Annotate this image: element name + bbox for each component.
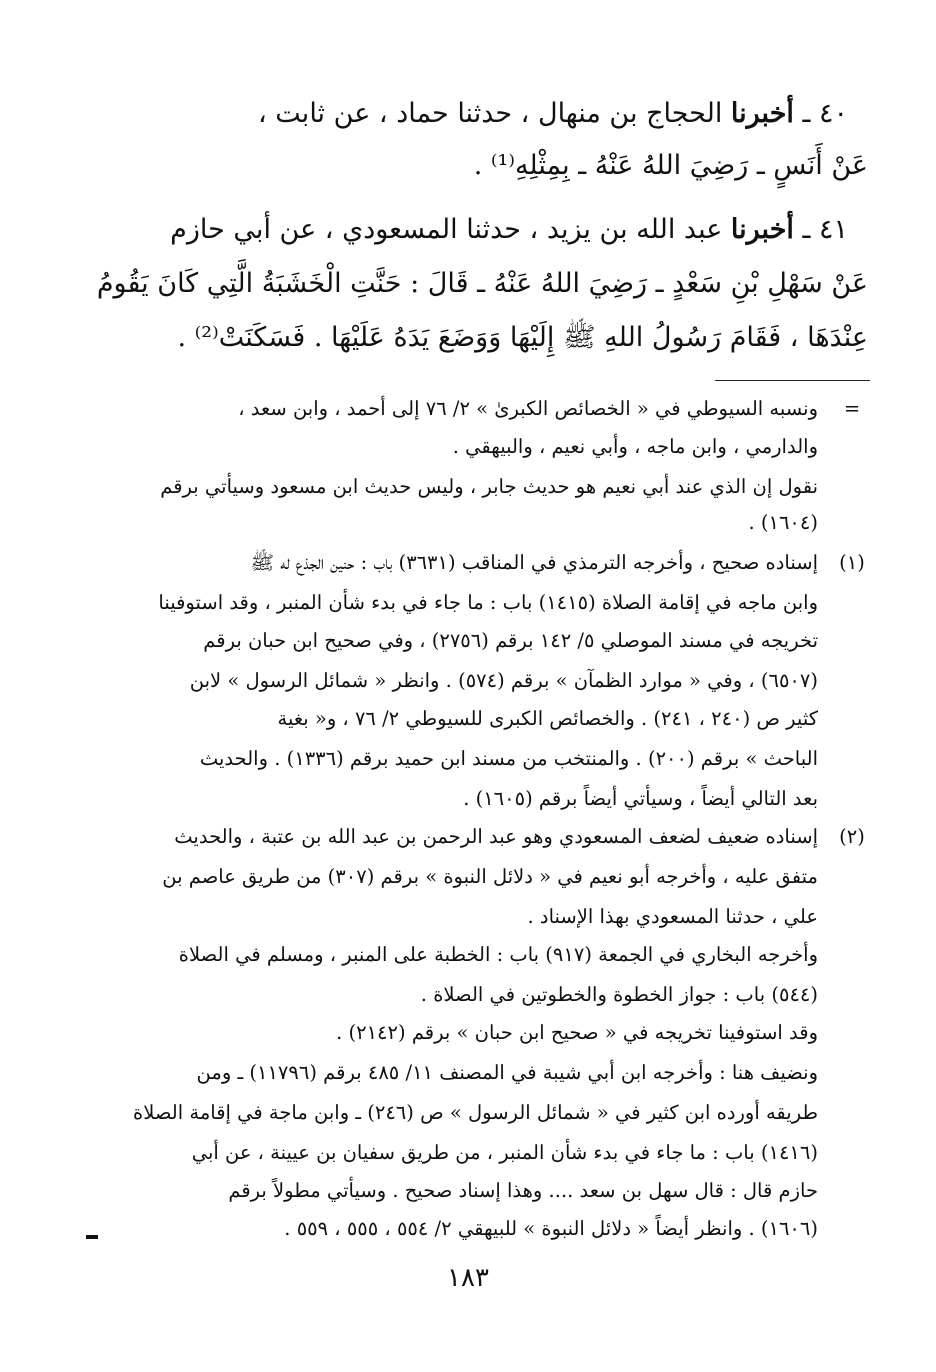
footnote-1-line: الباحث » برقم (٢٠٠) . والمنتخب من مسند ابن حميد برقم (١٣٣٦) . والحديث bbox=[199, 747, 818, 770]
footnote-continued-line: (١٦٠٤) . bbox=[748, 511, 818, 534]
footnote-2-line: متفق عليه ، وأخرجه أبو نعيم في « دلائل النبوة » برقم (٣٠٧) من طريق عاصم بن bbox=[162, 865, 818, 888]
footnote-1-line: وابن ماجه في إقامة الصلاة (١٤١٥) باب : ما جاء في بدء شأن المنبر ، وقد استوفينا bbox=[158, 591, 818, 614]
hadith-41-line-2: عَنْ سَهْلِ بْنِ سَعْدٍ ـ رَضِيَ اللهُ عَنْهُ ـ قَالَ : حَنَّتِ الْخَشَبَةُ الَّتِي كَانَ يَقُومُ bbox=[96, 268, 868, 299]
footnote-2-line: (٥٤٤) باب : جواز الخطوة والخطوتين في الصلاة . bbox=[420, 983, 818, 1006]
footnote-end-mark bbox=[86, 1235, 98, 1239]
footnote-2-line: وأخرجه البخاري في الجمعة (٩١٧) باب : الخطبة على المنبر ، ومسلم في الصلاة bbox=[178, 943, 818, 966]
footnote-2-line: (١٤١٦) باب : ما جاء في بدء شأن المنبر ، من طريق سفيان بن عيينة ، عن أبي bbox=[191, 1141, 818, 1164]
footnote-2-line: إسناده ضعيف لضعف المسعودي وهو عبد الرحمن بن عبد الله بن عتبة ، والحديث bbox=[174, 825, 818, 848]
hadith-41-line-3: عِنْدَهَا ، فَقَامَ رَسُولُ اللهِ ﷺ إِلَيْهَا وَوَضَعَ يَدَهُ عَلَيْهَا . فَسَكَنَتْ⁽²⁾ . bbox=[177, 322, 868, 353]
footnote-1-line: كثير ص (٢٤٠ ، ٢٤١) . والخصائص الكبرى للسيوطي ٢/ ٧٦ ، و« بغية bbox=[277, 707, 818, 730]
footnote-1-line: بعد التالي أيضاً ، وسيأتي أيضاً برقم (١٦٠٥) . bbox=[463, 787, 818, 810]
hadith-40-line-1: ٤٠ ـ أخبرنا الحجاج بن منهال ، حدثنا حماد ، عن ثابت ، bbox=[258, 98, 848, 129]
footnote-1-line: (٦٥٠٧) ، وفي « موارد الظمآن » برقم (٥٧٤) . وانظر « شمائل الرسول » لابن bbox=[189, 669, 818, 692]
hadith-40-line-2: عَنْ أَنَسٍ ـ رَضِيَ اللهُ عَنْهُ ـ بِمِثْلِهِ⁽¹⁾ . bbox=[473, 150, 868, 181]
footnote-continued-line: نقول إن الذي عند أبي نعيم هو حديث جابر ، وليس حديث ابن مسعود وسيأتي برقم bbox=[160, 475, 818, 498]
footnote-2-line: وقد استوفينا تخريجه في « صحيح ابن حبان » برقم (٢١٤٢) . bbox=[336, 1021, 818, 1044]
footnote-continued-line: والدارمي ، وابن ماجه ، وأبي نعيم ، والبيهقي . bbox=[452, 435, 818, 458]
footnote-2-marker: (٢) bbox=[839, 825, 865, 848]
hadith-41-line-1: ٤١ ـ أخبرنا عبد الله بن يزيد ، حدثنا المسعودي ، عن أبي حازم bbox=[170, 214, 848, 245]
continuation-marker: = bbox=[843, 397, 861, 420]
footnote-2-line: طريقه أورده ابن كثير في « شمائل الرسول » ص (٢٤٦) ـ وابن ماجة في إقامة الصلاة bbox=[133, 1101, 818, 1124]
page-number: ١٨٣ bbox=[447, 1263, 489, 1293]
footnote-2-line: حازم قال : قال سهل بن سعد .... وهذا إسناد صحيح . وسيأتي مطولاً برقم bbox=[228, 1179, 818, 1202]
footnote-2-line: علي ، حدثنا المسعودي بهذا الإسناد . bbox=[527, 905, 818, 928]
lead-word: أخبرنا bbox=[730, 98, 794, 129]
footnote-2-line: (١٦٠٦) . وانظر أيضاً « دلائل النبوة » للبيهقي ٢/ ٥٥٤ ، ٥٥٥ ، ٥٥٩ . bbox=[284, 1217, 818, 1240]
lead-word: أخبرنا bbox=[730, 214, 794, 245]
footnote-2-line: ونضيف هنا : وأخرجه ابن أبي شيبة في المصنف ١١/ ٤٨٥ برقم (١١٧٩٦) ـ ومن bbox=[196, 1061, 818, 1084]
footnote-1-marker: (١) bbox=[839, 551, 865, 574]
footnote-separator bbox=[715, 380, 870, 381]
footnote-continued-line: ونسبه السيوطي في « الخصائص الكبرىٰ » ٢/ ٧٦ إلى أحمد ، وابن سعد ، bbox=[238, 397, 818, 420]
footnote-1-line: إسناده صحيح ، وأخرجه الترمذي في المناقب (٣٦٣١) باب : حنين الجذع له ﷺ bbox=[250, 551, 818, 574]
footnote-1-line: تخريجه في مسند الموصلي ٥/ ١٤٢ برقم (٢٧٥٦) ، وفي صحيح ابن حبان برقم bbox=[203, 629, 818, 652]
